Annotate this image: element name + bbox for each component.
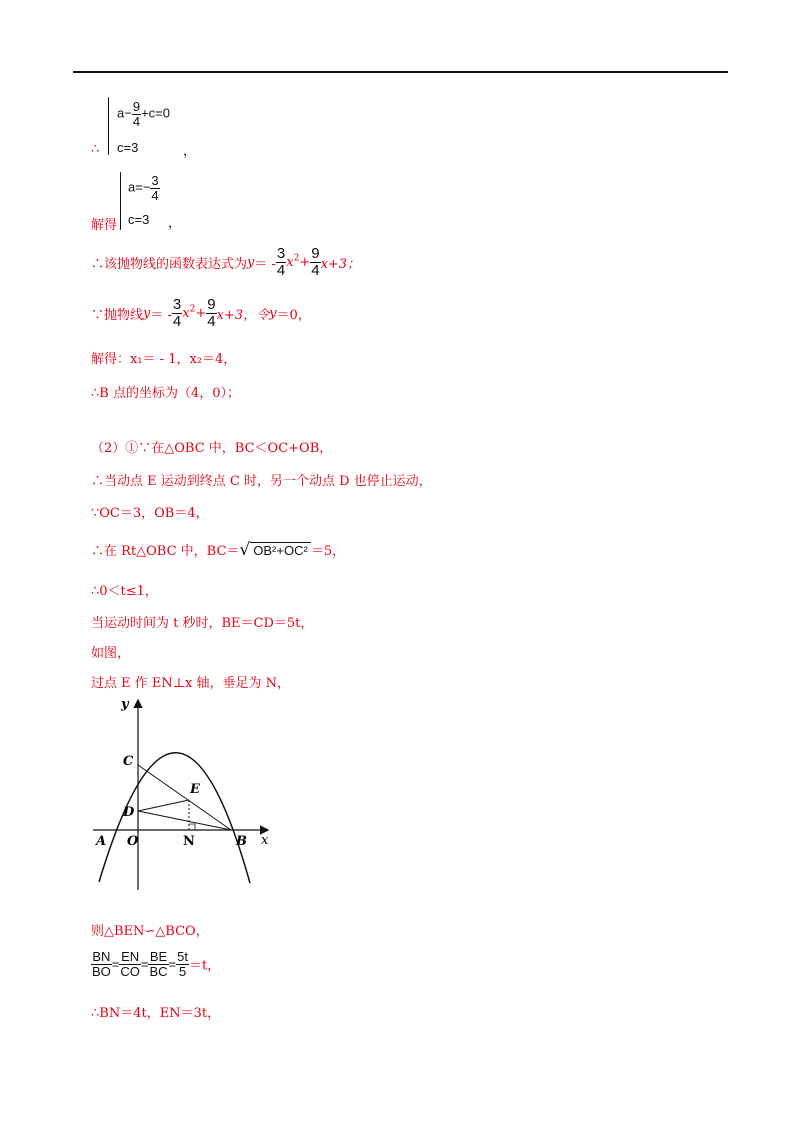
line-text: x+3，令 xyxy=(216,307,270,323)
t-range-line: ∴0＜t≤1， xyxy=(91,584,158,599)
as-figure-line: 如图， xyxy=(91,646,131,661)
label-n: N xyxy=(183,834,195,849)
left-brace xyxy=(120,172,121,230)
en-perpendicular-line: 过点 E 作 EN⊥x 轴，垂足为 N， xyxy=(91,676,290,691)
frac-num: 9 xyxy=(207,296,216,313)
label-o: O xyxy=(127,834,139,849)
header-rule xyxy=(73,71,728,73)
system2-eq1 xyxy=(128,174,160,202)
comma: ， xyxy=(168,216,182,231)
eq-sign: = xyxy=(168,956,177,972)
time-line: 当运动时间为 t 秒时，BE＝CD＝5t， xyxy=(91,616,314,631)
system1-eq1 xyxy=(117,100,170,128)
label-d: D xyxy=(123,805,135,820)
label-b: B xyxy=(236,834,247,849)
frac-den: 4 xyxy=(207,312,216,330)
eq-text: +c=0 xyxy=(141,105,170,121)
frac-den: 5 xyxy=(176,964,189,979)
system1-eq2: c=3 xyxy=(117,140,139,155)
plus-sign: + xyxy=(299,254,311,270)
var-x: x xyxy=(286,254,294,270)
line-text: ＝0， xyxy=(276,307,311,323)
final-result-line: ∴BN＝4t，EN＝3t， xyxy=(91,1006,221,1021)
var-x: x xyxy=(182,305,190,321)
line-text: ＝t， xyxy=(188,958,221,974)
exponent: 2 xyxy=(189,304,196,315)
frac-den: CO xyxy=(120,963,140,979)
frac-den: BO xyxy=(92,963,111,979)
frac-num: BN xyxy=(92,949,111,964)
line-text: ∴该抛物线的函数表达式为 xyxy=(91,256,248,272)
frac-den: BC xyxy=(149,963,168,979)
exponent: 2 xyxy=(293,253,300,264)
similar-triangles-line: 则△BEN∽△BCO， xyxy=(91,924,209,939)
point-b-line: ∴B 点的坐标为（4，0）； xyxy=(91,386,240,401)
eq-text: a=− xyxy=(128,179,151,195)
frac-num: BE xyxy=(149,949,168,964)
solve-roots-line: 解得：x₁＝ - 1，x₂＝4， xyxy=(91,352,237,367)
system2-eq2: c=3 xyxy=(128,212,150,227)
frac-den: 4 xyxy=(151,187,159,203)
bc-length-line xyxy=(91,540,345,560)
frac-num: 3 xyxy=(151,173,159,188)
frac-num: 3 xyxy=(172,296,182,313)
frac-den: 4 xyxy=(311,261,320,279)
frac-num: 9 xyxy=(311,245,320,262)
frac-num: EN xyxy=(121,949,140,964)
label-e: E xyxy=(190,782,200,797)
frac-num: 5t xyxy=(177,949,188,964)
plus-sign: + xyxy=(195,305,207,321)
right-angle-mark xyxy=(189,824,195,830)
label-y: y xyxy=(121,697,129,712)
eq-sign: = xyxy=(111,956,120,972)
sqrt-symbol: √ xyxy=(239,540,251,560)
eq-sign: = xyxy=(140,956,149,972)
var-y: y xyxy=(269,305,277,321)
frac-num: 9 xyxy=(132,99,141,114)
therefore-symbol: ∴ xyxy=(91,142,100,157)
part2-header-line: （2）①∵在△OBC 中，BC＜OC+OB， xyxy=(91,441,333,456)
eq-sign: ＝ - xyxy=(254,256,276,272)
radicand: OB²+OC² xyxy=(250,542,311,558)
frac-num: 3 xyxy=(276,245,286,262)
label-c: C xyxy=(123,754,134,769)
let-y-zero-line xyxy=(91,297,311,330)
frac-den: 4 xyxy=(276,261,286,279)
eq-text: a− xyxy=(117,105,132,121)
left-brace xyxy=(108,97,109,155)
segment-de xyxy=(138,800,189,811)
line-text: x+3； xyxy=(320,256,361,272)
line-text: ＝5， xyxy=(310,544,346,559)
ratio-line xyxy=(91,950,220,978)
solve-prefix: 解得 xyxy=(91,218,118,233)
parabola-curve xyxy=(99,753,250,883)
line-text: ∵抛物线 xyxy=(91,307,144,323)
eq-sign: ＝ - xyxy=(150,307,172,323)
parabola-expression-line xyxy=(91,246,360,279)
label-a: A xyxy=(96,834,107,849)
line-text: ∴在 Rt△OBC 中，BC＝ xyxy=(91,544,240,559)
geometry-figure xyxy=(85,695,285,900)
oc-ob-line: ∵OC＝3，OB＝4， xyxy=(91,506,209,521)
stop-condition-line: ∴当动点 E 运动到终点 C 时，另一个动点 D 也停止运动， xyxy=(91,474,432,489)
var-y: y xyxy=(247,254,255,270)
frac-den: 4 xyxy=(132,113,141,129)
comma: ， xyxy=(183,144,197,159)
label-x: x xyxy=(261,833,269,848)
frac-den: 4 xyxy=(172,312,182,330)
var-y: y xyxy=(143,305,151,321)
